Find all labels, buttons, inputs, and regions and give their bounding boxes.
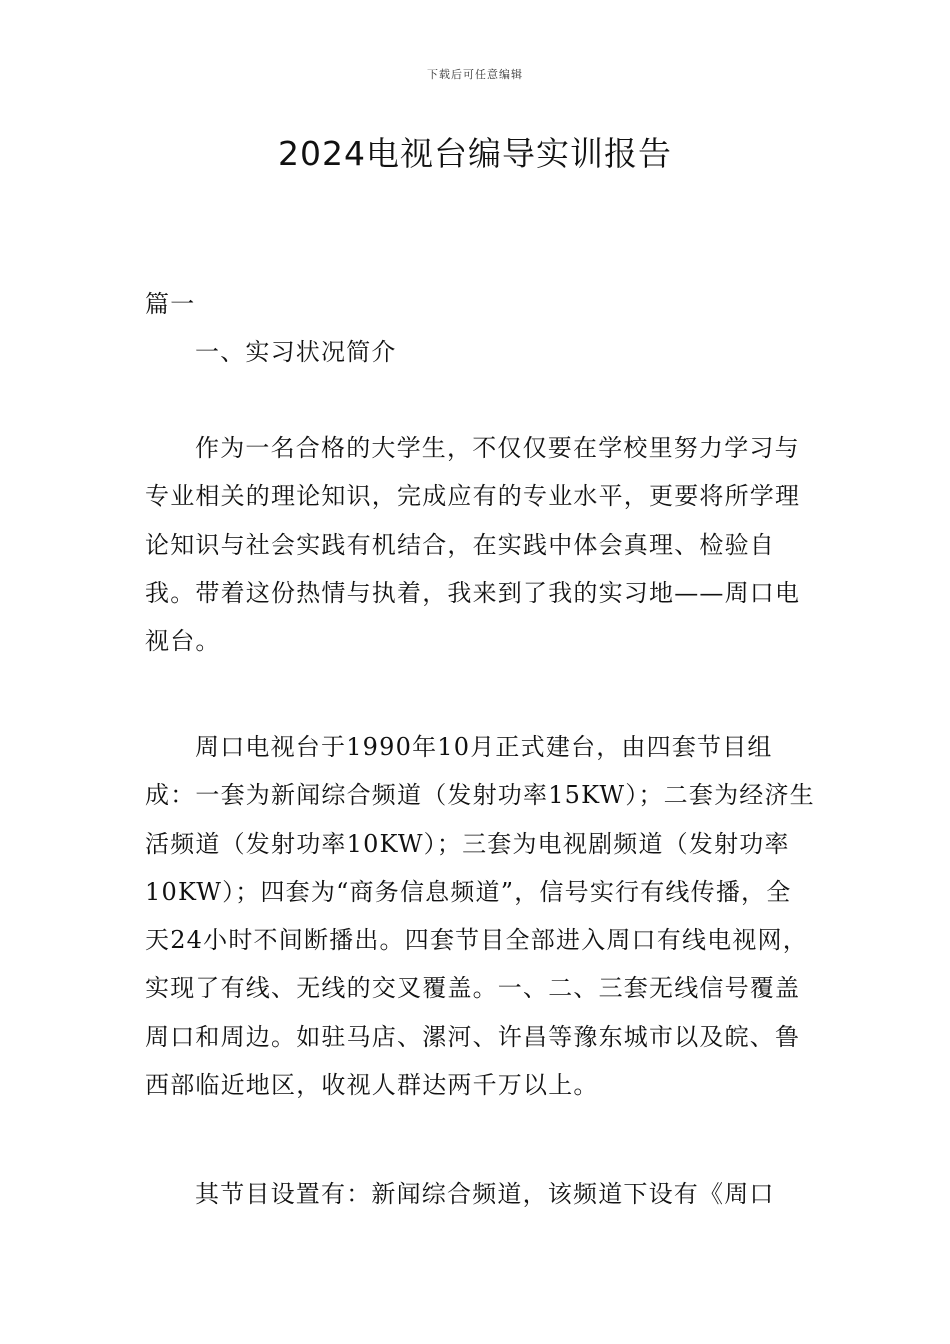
- paragraph-program-setup: 其节目设置有：新闻综合频道，该频道下设有《周口: [195, 1180, 775, 1208]
- section-heading: 一、实习状况简介: [195, 338, 397, 366]
- header-note: 下载后可任意编辑: [427, 68, 523, 81]
- document-title: 2024电视台编导实训报告: [278, 134, 672, 173]
- section-label: 篇一: [145, 290, 196, 318]
- paragraph-station-overview: 周口电视台于1990年10月正式建台，由四套节目组成：一套为新闻综合频道（发射功率15KW）；二套为经济生活频道（发射功率10KW）；三套为电视剧频道（发射功率10KW）；四套为“商务信息频道”，信号实行有线传播，全天24小时不间断播出。四套节目全部进入周口有线电视网，实现了有线、无线的交叉覆盖。一、二、三套无线信号覆盖周口和周边。如驻马店、漯河、许昌等豫东城市以及皖、鲁西部临近地区，收视人群达两千万以上。: [145, 733, 815, 1100]
- paragraph-internship-intro: 作为一名合格的大学生，不仅仅要在学校里努力学习与专业相关的理论知识，完成应有的专业水平，更要将所学理论知识与社会实践有机结合，在实践中体会真理、检验自我。带着这份热情与执着，我来到了我的实习地——周口电视台。: [145, 434, 801, 656]
